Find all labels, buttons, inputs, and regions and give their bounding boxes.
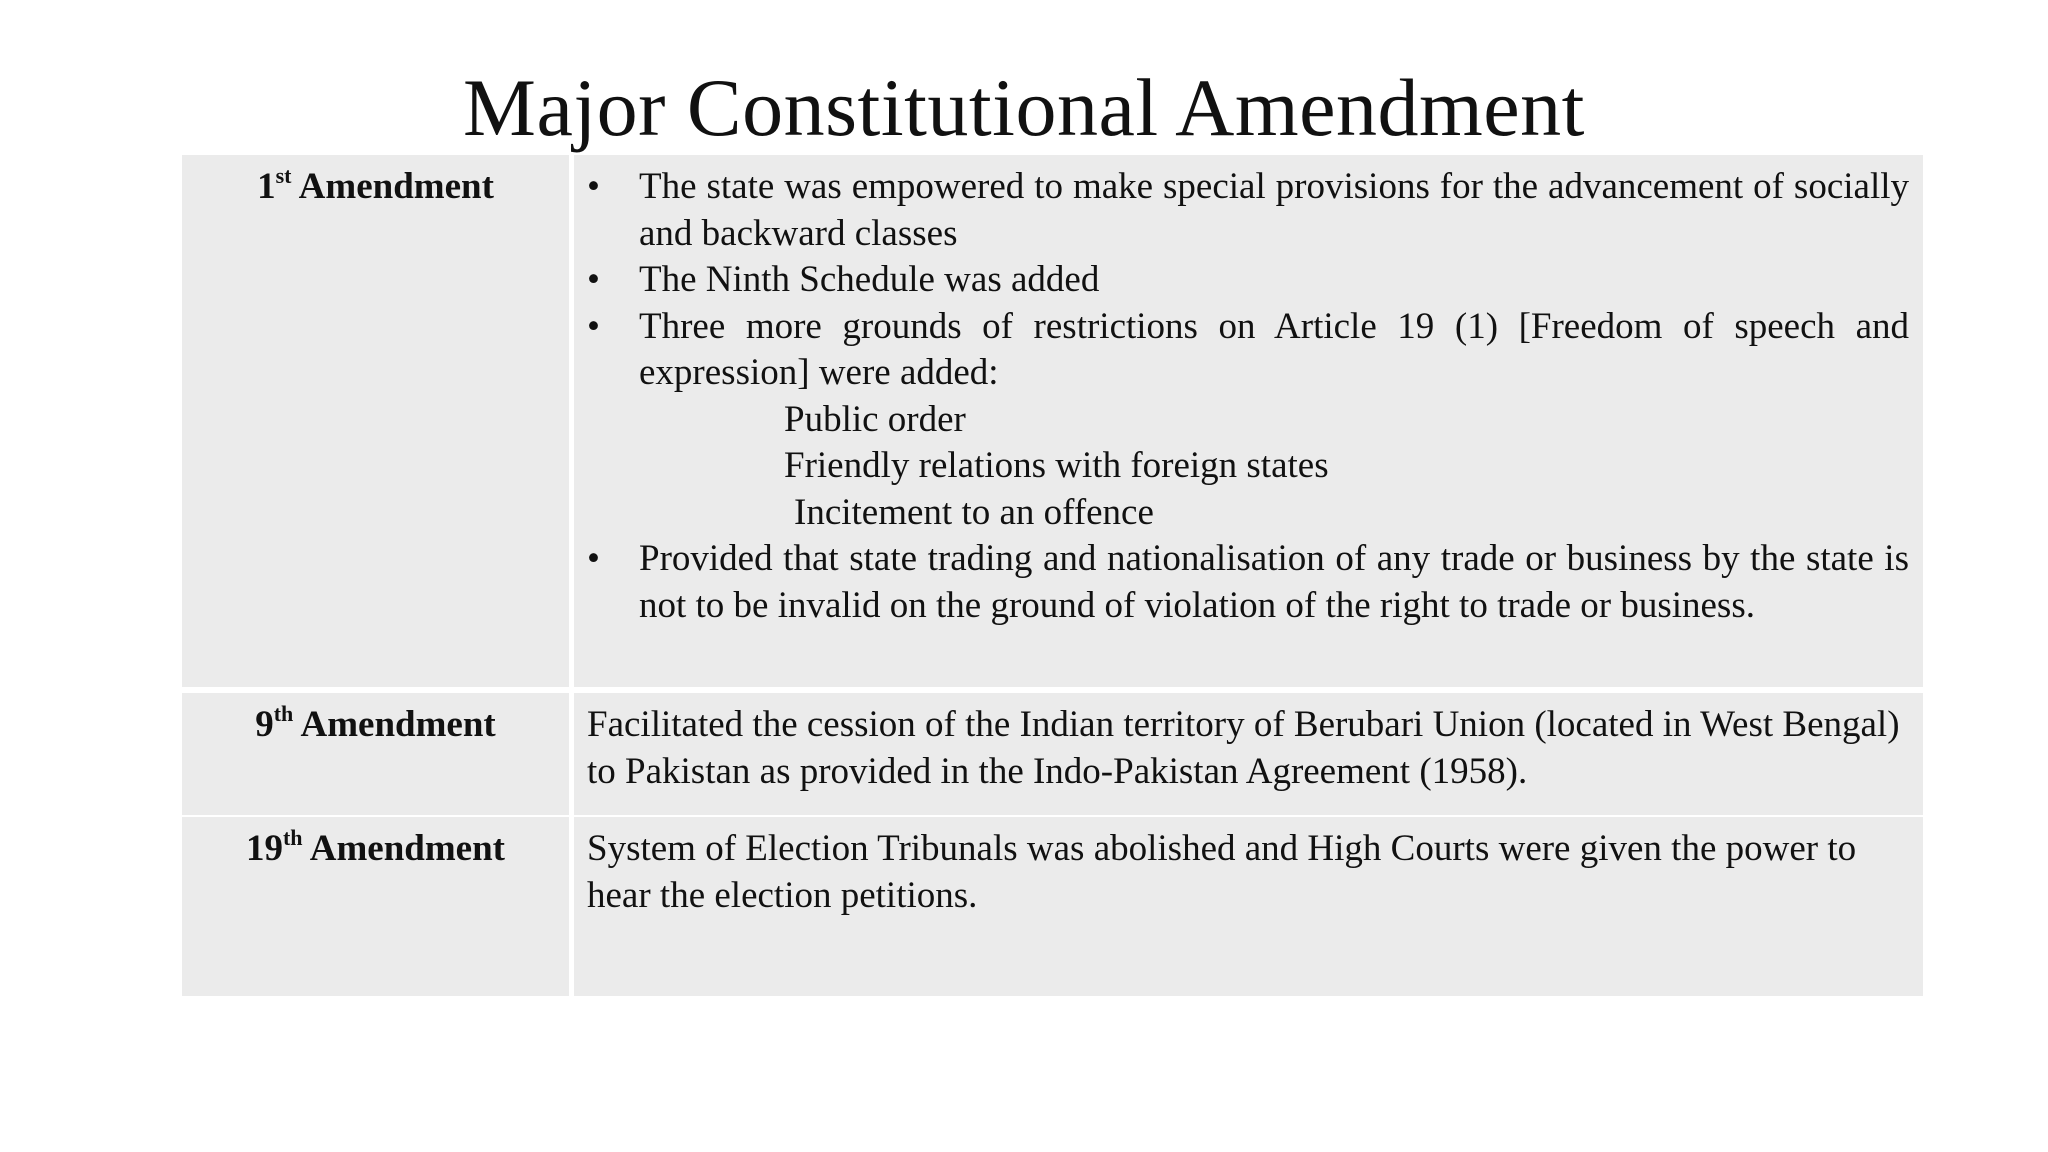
- bullet-icon: •: [587, 305, 600, 347]
- amendment-name-cell: [182, 690, 572, 816]
- amendment-label: Amendment: [302, 828, 506, 869]
- provisions-list-continued: [587, 536, 1909, 629]
- amendment-name-cell: [182, 816, 572, 996]
- amendment-description-cell: [572, 816, 1924, 996]
- amendment-name-cell: [182, 155, 572, 690]
- list-item: Friendly relations with foreign states: [784, 445, 1329, 486]
- provisions-list: [587, 164, 1909, 397]
- list-item: Incitement to an offence: [794, 491, 1154, 533]
- amendment-label: Amendment: [291, 166, 494, 207]
- bullet-icon: •: [587, 538, 600, 579]
- table-row-9th-amendment: [182, 690, 1923, 816]
- list-item: [587, 257, 1909, 304]
- list-item: [587, 304, 1909, 397]
- amendment-number: 9: [255, 704, 274, 745]
- table-row-19th-amendment: [182, 816, 1923, 996]
- list-item: [587, 536, 1909, 629]
- restriction-grounds-list: [587, 397, 1909, 537]
- ordinal-suffix: st: [275, 163, 292, 188]
- amendment-description: Facilitated the cession of the Indian territory of Berubari Union (located in West Bengal) to Pakistan as provided in the Indo-Pakistan Agreement (1958).: [587, 704, 1900, 792]
- ordinal-suffix: th: [273, 701, 294, 726]
- provision-text: The state was empowered to make special provisions for the advancement of socially and backward classes: [639, 166, 1909, 254]
- bullet-icon: •: [587, 259, 600, 300]
- provision-text: The Ninth Schedule was added: [639, 259, 1100, 300]
- amendments-table: [182, 155, 1923, 996]
- amendment-description: System of Election Tribunals was abolished and High Courts were given the power to hear the election petitions.: [587, 828, 1857, 916]
- provision-text: Three more grounds of restrictions on Article 19 (1) [Freedom of speech and expression] were added:: [639, 305, 1909, 393]
- table-row-1st-amendment: [182, 155, 1923, 690]
- amendment-number: 1: [257, 166, 276, 207]
- list-item: [587, 164, 1909, 257]
- ordinal-suffix: th: [282, 825, 303, 850]
- slide-title: Major Constitutional Amendment: [463, 62, 1585, 153]
- amendment-number: 19: [245, 828, 283, 869]
- amendment-description-cell: [572, 690, 1924, 816]
- list-item: Public order: [784, 398, 966, 440]
- amendment-description-cell: [572, 155, 1924, 690]
- amendment-label: Amendment: [293, 704, 496, 745]
- provision-text: Provided that state trading and nationalisation of any trade or business by the state is not to be invalid on the ground of violation of the right to trade or business.: [639, 538, 1909, 626]
- bullet-icon: •: [587, 166, 600, 207]
